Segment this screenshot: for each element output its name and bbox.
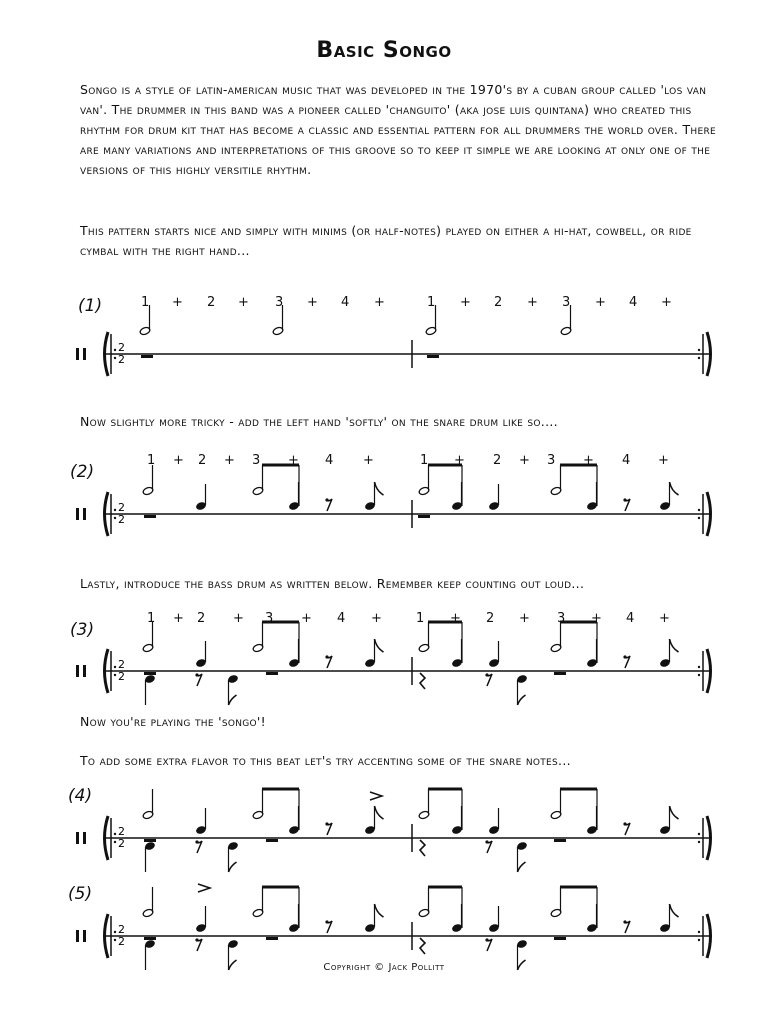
count-mark: 3	[275, 295, 284, 310]
count-mark: 1	[427, 295, 436, 310]
note-flag	[670, 904, 679, 917]
count-mark: +	[301, 611, 312, 626]
half-rest	[427, 355, 439, 358]
staff-example-4	[0, 794, 768, 884]
repeat-dot	[114, 666, 116, 668]
count-mark: 1	[147, 611, 156, 626]
note-flag	[518, 862, 526, 872]
time-signature-bottom: 2	[118, 837, 125, 850]
time-signature-top: 2	[118, 501, 125, 514]
repeat-dot	[114, 833, 116, 835]
half-rest	[418, 515, 430, 518]
time-signature-top: 2	[118, 341, 125, 354]
pattern2-paragraph: Now slightly more tricky - add the left hand 'softly' on the snare drum like so....	[80, 414, 558, 429]
half-rest	[266, 672, 278, 675]
rest-dot	[325, 655, 328, 658]
count-mark: +	[583, 453, 594, 468]
count-mark: +	[172, 295, 183, 310]
count-mark: +	[519, 453, 530, 468]
rest-dot	[325, 920, 328, 923]
count-mark: 4	[337, 611, 346, 626]
count-mark: 3	[252, 453, 261, 468]
count-mark: +	[591, 611, 602, 626]
note-flag	[670, 806, 679, 819]
count-mark: +	[659, 611, 670, 626]
repeat-dot	[698, 833, 700, 835]
accent-mark	[370, 792, 382, 800]
repeat-dot	[698, 939, 700, 941]
time-signature-top: 2	[118, 825, 125, 838]
playing-paragraph: Now you're playing the 'songo'!	[80, 714, 266, 729]
count-mark: 3	[562, 295, 571, 310]
time-signature-bottom: 2	[118, 513, 125, 526]
quarter-rest	[420, 938, 425, 954]
rest-dot	[623, 498, 626, 501]
note-flag	[518, 695, 526, 705]
count-mark: 1	[420, 453, 429, 468]
count-mark: +	[374, 295, 385, 310]
pattern1-paragraph: This pattern starts nice and simply with minims (or half-notes) played on either a hi-hat, cowbell, or ride cymbal with the right hand...	[80, 223, 692, 258]
rest-dot	[195, 840, 198, 843]
count-mark: +	[661, 295, 672, 310]
rest-dot	[195, 673, 198, 676]
repeat-dot	[698, 517, 700, 519]
count-mark: 2	[198, 453, 207, 468]
repeat-dot	[114, 349, 116, 351]
count-mark: 3	[265, 611, 274, 626]
note-flag	[375, 904, 384, 917]
example-4-label: (4)	[68, 786, 93, 806]
time-signature-bottom: 2	[118, 935, 125, 948]
percussion-clef	[83, 665, 86, 677]
repeat-dot	[114, 939, 116, 941]
percussion-clef	[76, 930, 79, 942]
percussion-clef	[83, 832, 86, 844]
repeat-dot	[698, 841, 700, 843]
count-mark: +	[224, 453, 235, 468]
half-rest	[141, 355, 153, 358]
count-mark: +	[288, 453, 299, 468]
count-mark: 1	[147, 453, 156, 468]
note-flag	[670, 639, 679, 652]
percussion-clef	[83, 930, 86, 942]
count-mark: 4	[622, 453, 631, 468]
rest-dot	[485, 938, 488, 941]
pattern3-paragraph: Lastly, introduce the bass drum as written below. Remember keep counting out loud...	[80, 576, 585, 591]
count-mark: 4	[341, 295, 350, 310]
accent-paragraph: To add some extra flavor to this beat let's try accenting some of the snare notes...	[80, 753, 571, 768]
repeat-dot	[698, 666, 700, 668]
rest-dot	[623, 655, 626, 658]
count-mark: 4	[626, 611, 635, 626]
count-mark: 3	[547, 453, 556, 468]
note-flag	[229, 862, 237, 872]
count-mark: +	[371, 611, 382, 626]
count-mark: +	[460, 295, 471, 310]
repeat-dot	[698, 931, 700, 933]
count-mark: +	[595, 295, 606, 310]
count-mark: +	[363, 453, 374, 468]
count-mark: 1	[141, 295, 150, 310]
half-rest	[144, 937, 156, 940]
repeat-dot	[114, 674, 116, 676]
count-mark: +	[307, 295, 318, 310]
repeat-dot	[114, 517, 116, 519]
rest-dot	[485, 673, 488, 676]
count-mark: +	[450, 611, 461, 626]
count-mark: 2	[493, 453, 502, 468]
repeat-dot	[698, 357, 700, 359]
half-rest	[554, 839, 566, 842]
note-flag	[375, 482, 384, 495]
quarter-rest	[420, 840, 425, 856]
count-mark: 4	[325, 453, 334, 468]
count-mark: +	[527, 295, 538, 310]
count-mark: +	[173, 611, 184, 626]
count-mark: 3	[557, 611, 566, 626]
percussion-clef	[76, 665, 79, 677]
note-flag	[670, 482, 679, 495]
count-mark: +	[658, 453, 669, 468]
accent-mark	[198, 884, 210, 892]
count-mark: +	[238, 295, 249, 310]
repeat-dot	[698, 349, 700, 351]
repeat-dot	[114, 931, 116, 933]
staff-example-2	[0, 470, 768, 560]
example-5-label: (5)	[68, 884, 93, 904]
count-mark: +	[173, 453, 184, 468]
repeat-dot	[114, 509, 116, 511]
repeat-dot	[114, 357, 116, 359]
count-mark: 2	[207, 295, 216, 310]
count-mark: 2	[197, 611, 206, 626]
half-rest	[266, 937, 278, 940]
time-signature-bottom: 2	[118, 670, 125, 683]
copyright-notice: Copyright © Jack Pollitt	[323, 962, 445, 973]
count-mark: 2	[494, 295, 503, 310]
count-mark: 2	[486, 611, 495, 626]
repeat-dot	[698, 509, 700, 511]
rest-dot	[325, 498, 328, 501]
half-rest	[144, 839, 156, 842]
time-signature-top: 2	[118, 923, 125, 936]
percussion-clef	[76, 832, 79, 844]
page-title: Basic Songo	[316, 38, 452, 63]
intro-paragraph: Songo is a style of latin-american music that was developed in the 1970's by a cuban group called 'los van van'. The drummer in this band was a pioneer called 'changuito' (aka jose luis quintana) who created this rhythm for drum kit that has become a classic and essential pattern for all drummers the world over. There are many variations and interpretations of this groove so to keep it simple we are looking at only one of the versions of this highly versitile rhythm.	[80, 82, 716, 177]
staff-example-1	[0, 310, 768, 400]
count-mark: +	[454, 453, 465, 468]
half-rest	[554, 672, 566, 675]
count-mark: 1	[416, 611, 425, 626]
half-rest	[144, 515, 156, 518]
percussion-clef	[76, 508, 79, 520]
staff-example-3	[0, 627, 768, 717]
example-1-label: (1)	[78, 296, 103, 316]
example-3-label: (3)	[70, 620, 95, 640]
quarter-rest	[420, 673, 425, 689]
count-mark: +	[233, 611, 244, 626]
percussion-clef	[83, 508, 86, 520]
note-flag	[229, 695, 237, 705]
time-signature-top: 2	[118, 658, 125, 671]
percussion-clef	[83, 348, 86, 360]
rest-dot	[623, 822, 626, 825]
example-2-label: (2)	[70, 462, 95, 482]
rest-dot	[325, 822, 328, 825]
note-flag	[375, 639, 384, 652]
percussion-clef	[76, 348, 79, 360]
rest-dot	[623, 920, 626, 923]
half-rest	[144, 672, 156, 675]
count-mark: 4	[629, 295, 638, 310]
repeat-dot	[114, 841, 116, 843]
half-rest	[266, 839, 278, 842]
half-rest	[554, 937, 566, 940]
rest-dot	[485, 840, 488, 843]
time-signature-bottom: 2	[118, 353, 125, 366]
rest-dot	[195, 938, 198, 941]
count-mark: +	[519, 611, 530, 626]
note-flag	[375, 806, 384, 819]
repeat-dot	[698, 674, 700, 676]
